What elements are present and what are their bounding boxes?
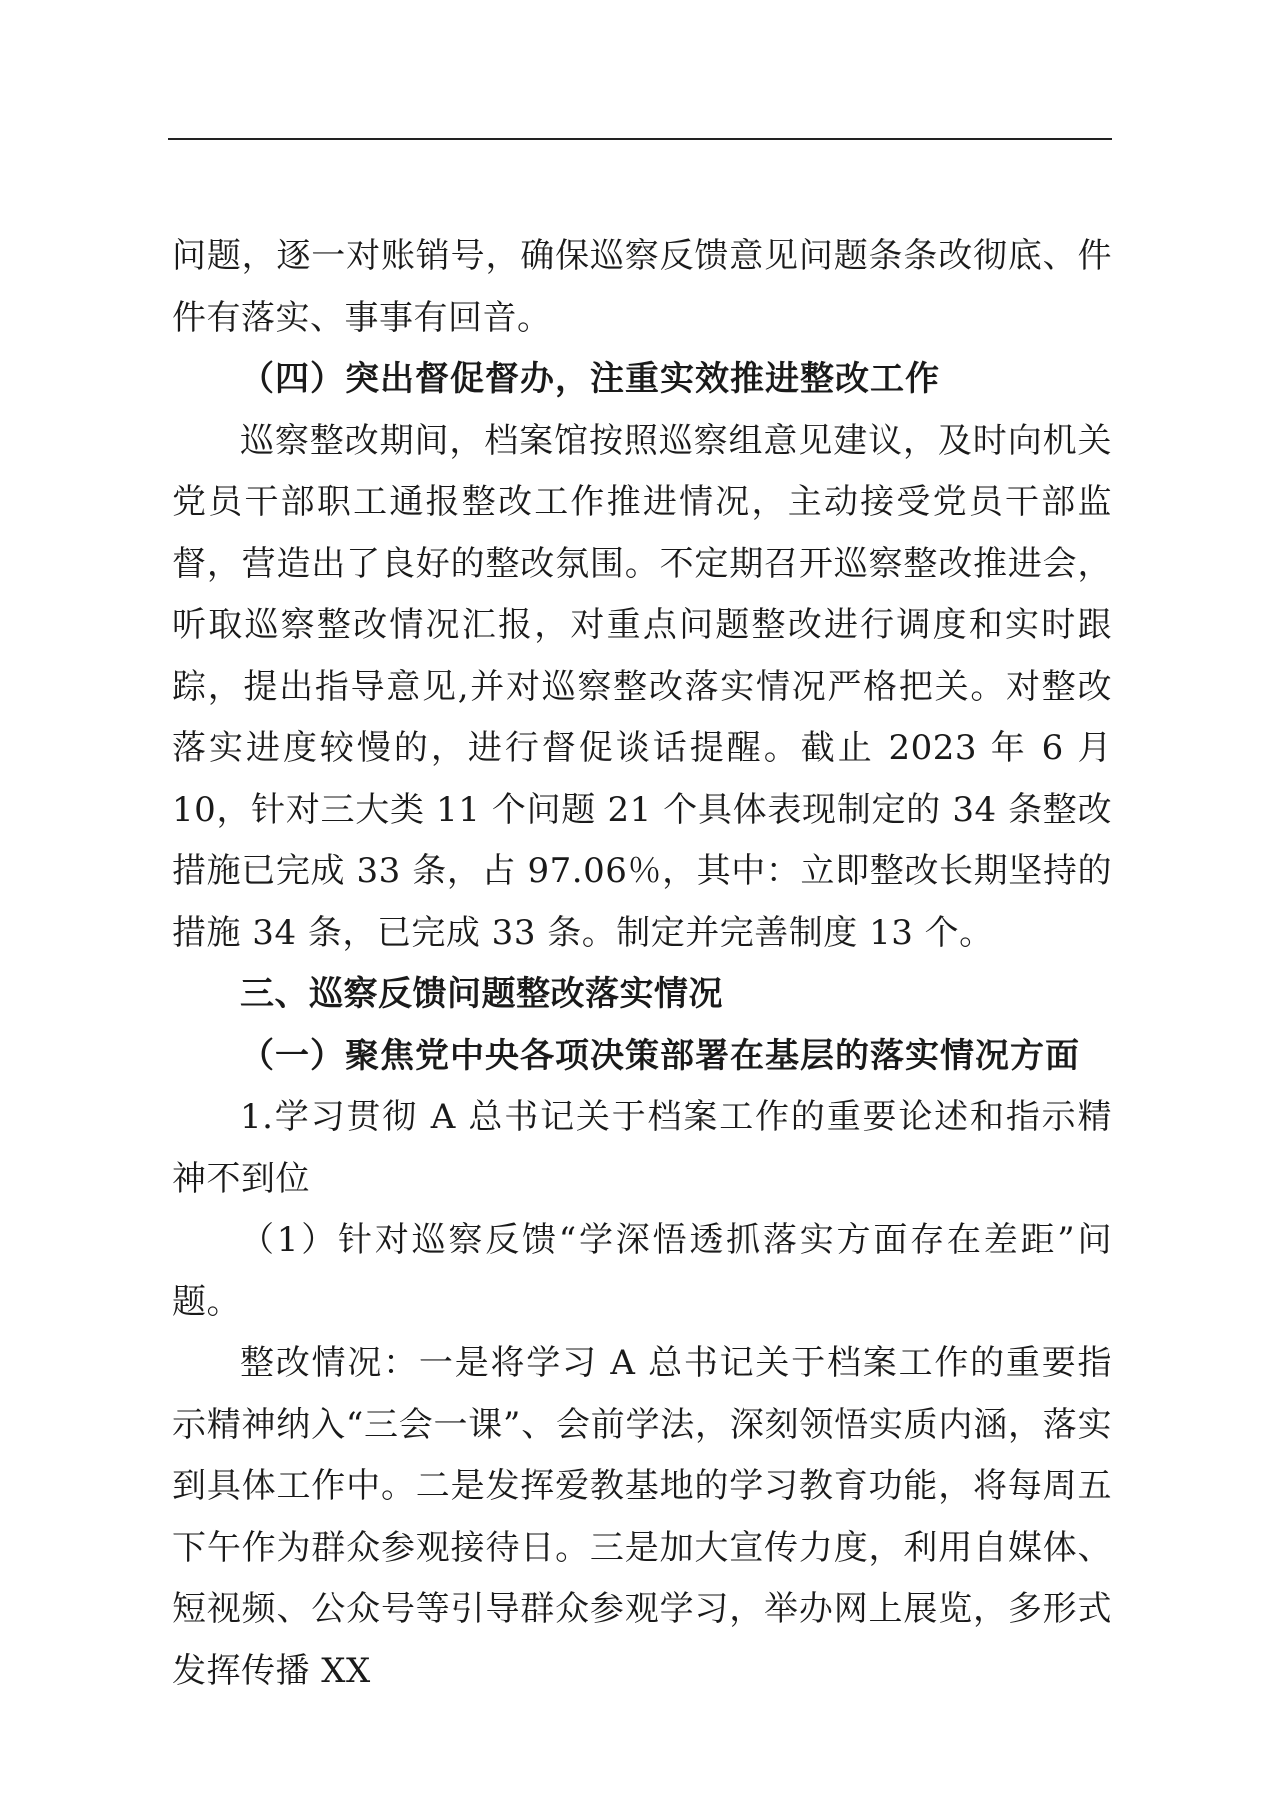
item-subheading-feedback: （1）针对巡察反馈“学深悟透抓落实方面存在差距”问题。	[172, 1220, 1112, 1322]
item-heading-study: 1.学习贯彻 A 总书记关于档案工作的重要论述和指示精神不到位	[172, 1097, 1112, 1199]
subheading-supervision: （四）突出督促督办，注重实效推进整改工作	[240, 359, 940, 399]
paragraph-rectification-status: 整改情况：一是将学习 A 总书记关于档案工作的重要指示精神纳入“三会一课”、会前学法，深刻领悟实质内涵，落实到具体工作中。二是发挥爱教基地的学习教育功能，将每周五下午作为群众参观接待日。三是加大宣传力度，利用自媒体、短视频、公众号等引导群众参观学习，举办网上展览，多形式发挥传播 XX	[172, 1343, 1112, 1691]
section-heading-rectification: 三、巡察反馈问题整改落实情况	[240, 974, 723, 1014]
subheading-central-decisions: （一）聚焦党中央各项决策部署在基层的落实情况方面	[240, 1035, 1080, 1076]
document-body	[172, 226, 1112, 1702]
paragraph-continuation: 问题，逐一对账销号，确保巡察反馈意见问题条条改彻底、件件有落实、事事有回音。	[172, 236, 1112, 338]
paragraph-supervision-details: 巡察整改期间，档案馆按照巡察组意见建议，及时向机关党员干部职工通报整改工作推进情况，主动接受党员干部监督，营造出了良好的整改氛围。不定期召开巡察整改推进会，听取巡察整改情况汇报，对重点问题整改进行调度和实时跟踪，提出指导意见,并对巡察整改落实情况严格把关。对整改落实进度较慢的，进行督促谈话提醒。截止 2023 年 6 月 10，针对三大类 11 个问题 21 个具体表现制定的 34 条整改措施已完成 33 条，占 97.06％，其中：立即整改长期坚持的措施 34 条，已完成 33 条。制定并完善制度 13 个。	[172, 420, 1112, 953]
header-rule	[168, 138, 1112, 140]
